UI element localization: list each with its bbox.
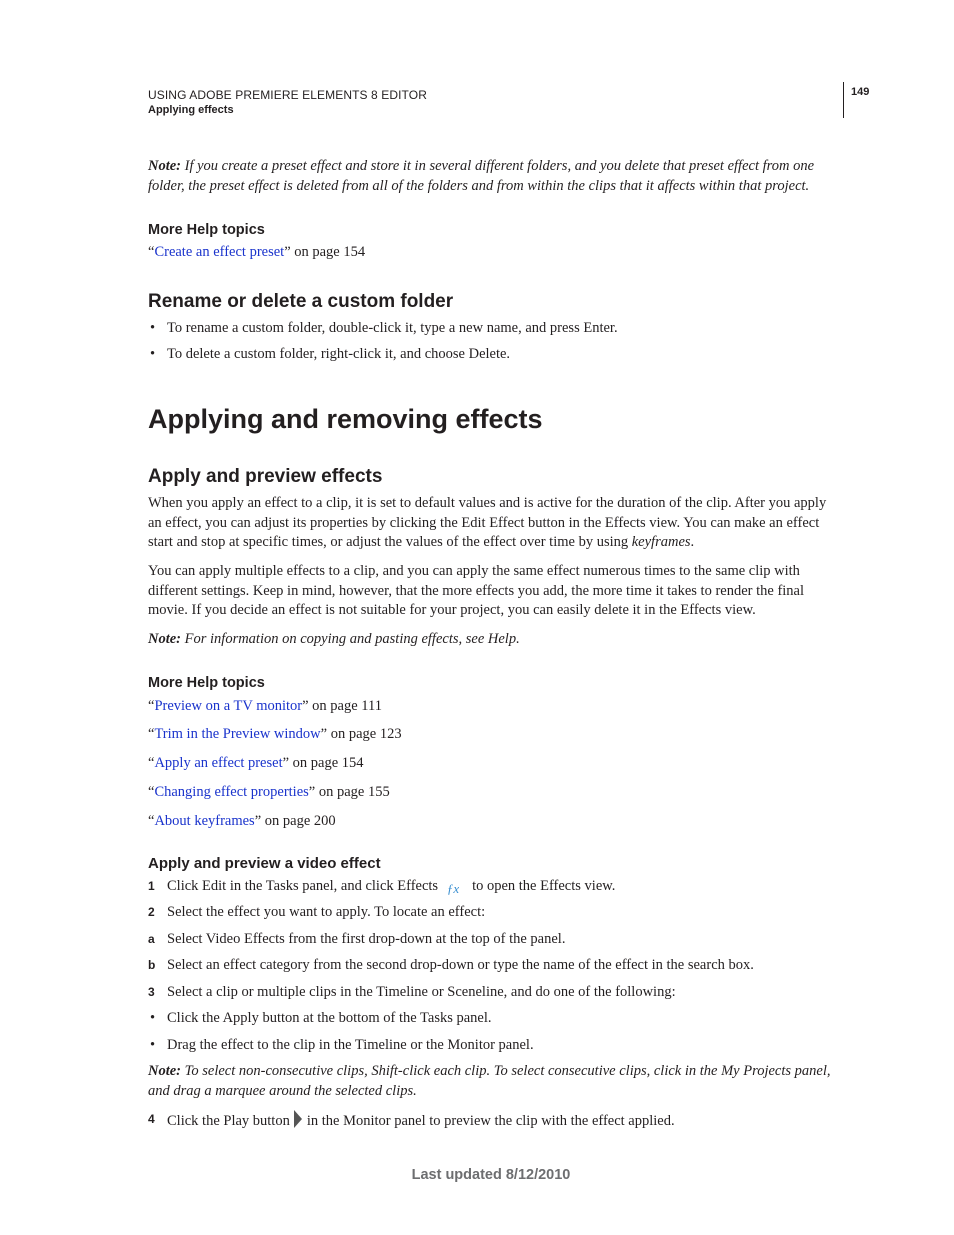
quote-open: “ — [148, 755, 155, 771]
quote-open: “ — [148, 244, 155, 260]
note-label: Note: — [148, 158, 182, 174]
footer-last-updated — [0, 1167, 954, 1183]
page-ref: ” on page 123 — [320, 726, 402, 742]
note-select-clips — [148, 1062, 840, 1101]
step-number: 1 — [148, 879, 155, 893]
quote-open: “ — [148, 784, 155, 800]
page-ref: ” on page 200 — [254, 813, 336, 829]
page-ref: ” on page 111 — [302, 698, 382, 714]
fx-icon: ƒx — [446, 881, 460, 896]
step-text-part: to open the Effects view. — [472, 878, 616, 894]
link-create-effect-preset[interactable]: Create an effect preset — [154, 244, 285, 260]
help-link-item — [148, 754, 840, 774]
term-keyframes: keyframes — [631, 534, 691, 551]
step-text: Select a clip or multiple clips in the Timeline or Sceneline, and do one of the following: — [167, 984, 676, 1000]
substep-text: Select an effect category from the second drop-down or type the name of the effect in the search box. — [167, 957, 754, 973]
help-link-item — [148, 243, 840, 263]
header-divider — [843, 82, 844, 118]
step-text-part: Click Edit in the Tasks panel, and click Effects — [167, 878, 439, 894]
help-link-item — [148, 697, 840, 717]
bullet: • — [150, 1010, 156, 1026]
bullet: • — [150, 1037, 156, 1053]
heading-apply-preview-effects: Apply and preview effects — [148, 466, 383, 487]
list-item-text: To delete a custom folder, right-click it, and choose Delete. — [167, 346, 511, 362]
heading-apply-video-effect: Apply and preview a video effect — [148, 855, 381, 872]
note-text: If you create a preset effect and store it in several different folders, and you delete that preset effect from one folder, the preset effect is deleted from all of the folders and from within the clips that it affects within that project. — [148, 158, 815, 194]
step-text-part: in the Monitor panel to preview the clip with the effect applied. — [306, 1113, 675, 1129]
step-number: 2 — [148, 905, 155, 919]
bullet: • — [150, 346, 156, 362]
running-header-section: Applying effects — [148, 104, 234, 116]
substep-letter: a — [148, 932, 155, 946]
list-item-text: Click the Apply button at the bottom of the Tasks panel. — [167, 1010, 492, 1026]
paragraph-text-end: . — [690, 534, 695, 551]
note-copy-paste — [148, 630, 840, 650]
page-ref: ” on page 155 — [308, 784, 390, 800]
step-text-part: Click the Play button — [167, 1113, 290, 1129]
play-icon — [294, 1110, 302, 1128]
step-text: Select the effect you want to apply. To locate an effect: — [167, 904, 486, 920]
running-header-title: USING ADOBE PREMIERE ELEMENTS 8 EDITOR — [148, 88, 427, 102]
note-label: Note: — [148, 1063, 182, 1079]
help-link-item — [148, 725, 840, 745]
footer-text: Last updated 8/12/2010 — [411, 1167, 571, 1183]
page-number: 149 — [851, 86, 870, 98]
substep-letter: b — [148, 958, 156, 972]
quote-open: “ — [148, 698, 155, 714]
step-text — [167, 877, 839, 897]
step-number: 4 — [148, 1112, 155, 1126]
more-help-heading: More Help topics — [148, 222, 265, 238]
quote-open: “ — [148, 813, 155, 829]
list-item-text: To rename a custom folder, double-click it, type a new name, and press Enter. — [167, 320, 618, 336]
paragraph-multiple-effects: You can apply multiple effects to a clip, and you can apply the same effect numerous times to the same clip with different settings. Keep in mind, however, that the more effects you add, the more time it takes to render the final movie. If you decide an effect is not suitable for your project, you can easily delete it in the Effects view. — [148, 563, 805, 619]
link-trim-preview-window[interactable]: Trim in the Preview window — [154, 726, 321, 742]
more-help-heading: More Help topics — [148, 675, 265, 691]
bullet: • — [150, 320, 156, 336]
note-text: For information on copying and pasting effects, see Help. — [181, 631, 520, 647]
quote-open: “ — [148, 726, 155, 742]
list-item-text: Drag the effect to the clip in the Timeline or the Monitor panel. — [167, 1037, 534, 1053]
note-preset-folders — [148, 157, 840, 196]
page-ref: ” on page 154 — [282, 755, 364, 771]
step-text — [167, 1110, 839, 1132]
note-text: To select non-consecutive clips, Shift-click each clip. To select consecutive clips, click in the My Projects panel, and drag a marquee around the selected clips. — [148, 1063, 831, 1099]
link-apply-effect-preset[interactable]: Apply an effect preset — [154, 755, 283, 771]
paragraph-apply-intro — [148, 494, 840, 553]
paragraph-text: When you apply an effect to a clip, it is set to default values and is active for the duration of the clip. After you apply an effect, you can adjust its properties by clicking the Edit Effect button in the Effects view. You can make an effect start and stop at specific times, or adjust the values of the effect over time by using — [148, 495, 827, 551]
link-about-keyframes[interactable]: About keyframes — [154, 813, 255, 829]
help-link-item — [148, 783, 840, 803]
link-changing-effect-properties[interactable]: Changing effect properties — [154, 784, 309, 800]
note-label: Note: — [148, 631, 182, 647]
substep-text: Select Video Effects from the first drop-down at the top of the panel. — [167, 931, 566, 947]
help-link-item — [148, 812, 840, 832]
link-preview-tv-monitor[interactable]: Preview on a TV monitor — [154, 698, 303, 714]
step-number: 3 — [148, 985, 155, 999]
page-ref: ” on page 154 — [284, 244, 366, 260]
chapter-heading: Applying and removing effects — [148, 404, 543, 434]
heading-rename-delete-folder: Rename or delete a custom folder — [148, 291, 454, 312]
